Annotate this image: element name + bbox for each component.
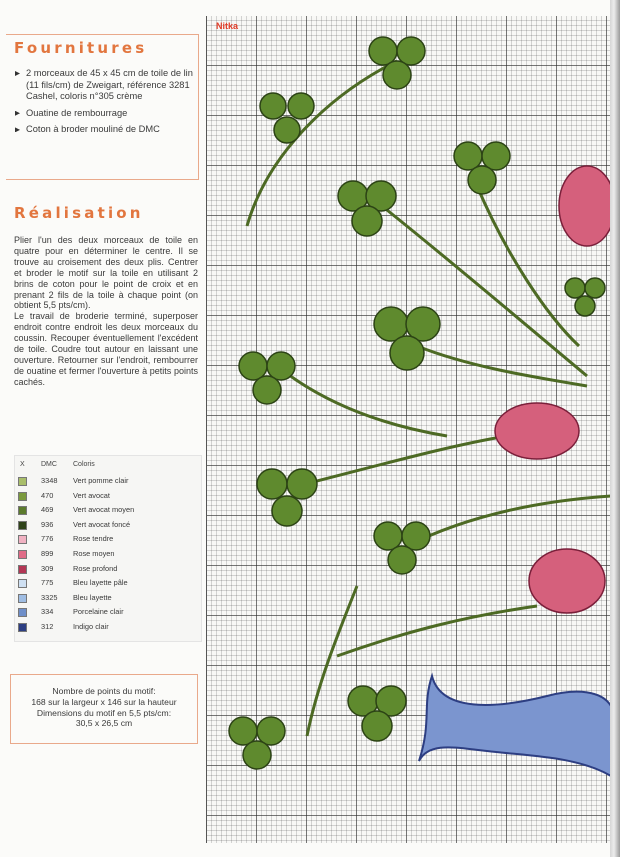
supplies-list [14,68,196,141]
dmc-code: 3348 [41,476,58,485]
color-swatch-icon [18,535,27,544]
color-swatch-icon [18,550,27,559]
legend-row [15,606,201,619]
legend-header-name: Coloris [73,461,95,468]
ribbon [419,676,611,776]
stats-line-3: Dimensions du motif en 5,5 pts/cm: [36,707,172,718]
color-name: Bleu layette [73,592,112,602]
clover-leaf [369,37,425,89]
legend-row [15,548,201,561]
color-swatch-icon [18,608,27,617]
supply-item-fabric: 2 morceaux de 45 x 45 cm de toile de lin (11 fils/cm) de Zweigart, référence 3281 Cashel, coloris n°305 crème [14,68,196,103]
clover-leaf [257,469,317,526]
legend-row [15,563,201,576]
legend-row [15,490,201,503]
stitch-count-box [10,674,198,744]
instructions-paragraph-1: Plier l'un des deux morceaux de toile en quatre pour en déterminer le centre. Il se trouve au croisement des deux plis. Centrer et broder le motif sur la toile en utilisant 2 brins de coton pour le point de croix et en prenant 2 fils de la toile à chaque point (on obtient 5,5 pts/cm). [14,235,198,311]
instructions-paragraph-2: Le travail de broderie terminé, superposer endroit contre endroit les deux morceaux du coussin. Recouper éventuellement l'excédent de toile. Coudre tout autour en laissant une ouverture. Retourner sur l'endroit, rembourrer de ouatine et fermer l'ouverture à petits points cachés. [14,311,198,387]
clover-leaf [374,522,430,574]
legend-row [15,592,201,605]
color-swatch-icon [18,492,27,501]
stats-line-2: 168 sur la largeur x 146 sur la hauteur [31,696,177,707]
clover-stem [417,346,587,386]
clover-flower [495,403,579,459]
legend-row [15,504,201,517]
clover-leaf [454,142,510,194]
clover-leaf [565,278,605,316]
color-name: Vert avocat moyen [73,505,135,515]
color-name: Vert avocat foncé [73,519,131,529]
clover-leaf [239,352,295,404]
clover-leaf [229,717,285,769]
instructions-panel [0,0,205,857]
color-name: Vert avocat [73,490,110,500]
clover-stem [297,436,507,486]
dmc-code: 312 [41,622,54,631]
dmc-code: 936 [41,519,54,529]
color-legend [14,455,202,642]
chart-motif [207,16,611,843]
clover-leaf [374,307,440,370]
legend-row [15,577,201,590]
dmc-code: 775 [41,578,54,588]
clover-leaf [348,686,406,741]
color-swatch-icon [18,623,27,632]
dmc-code: 309 [41,563,54,573]
watermark: Nitka [216,21,239,31]
clover-leaf [260,93,314,143]
stats-line-4: 30,5 x 26,5 cm [75,718,133,729]
color-name: Rose profond [73,563,118,573]
stats-line-1: Nombre de points du motif: [52,686,156,696]
legend-row [15,519,201,532]
dmc-code: 3325 [41,592,58,602]
dmc-code: 776 [41,534,54,544]
clover-stem [307,586,357,736]
clover-leaf [338,181,396,236]
page-fold-edge [610,0,620,857]
legend-row [15,475,201,488]
color-swatch-icon [18,579,27,588]
supply-item-thread: Coton à broder mouliné de DMC [14,124,196,136]
supply-item-batting: Ouatine de rembourrage [14,108,196,120]
clover-stem [337,606,537,656]
legend-row [15,533,201,546]
color-name: Vert pomme clair [73,476,129,485]
legend-row [15,621,201,634]
dmc-code: 334 [41,607,54,617]
legend-header-symbol: X [20,461,25,468]
color-swatch-icon [18,565,27,574]
color-name: Rose tendre [73,534,114,544]
clover-stem [407,496,611,546]
clover-flower [529,549,605,613]
color-swatch-icon [18,477,27,486]
color-swatch-icon [18,506,27,515]
legend-header-dmc: DMC [41,461,57,468]
dmc-code: 469 [41,505,54,515]
color-name: Rose moyen [73,549,115,558]
dmc-code: 899 [41,549,54,558]
supplies-title: Fournitures [14,39,148,57]
instructions-text [14,235,198,388]
color-name: Bleu layette pâle [73,578,128,588]
color-swatch-icon [18,521,27,530]
dmc-code: 470 [41,490,54,500]
instructions-title: Réalisation [14,204,144,222]
color-swatch-icon [18,594,27,603]
color-name: Porcelaine clair [73,607,124,617]
color-name: Indigo clair [73,622,109,631]
cross-stitch-chart [206,16,611,843]
clover-flower [559,166,611,246]
clover-stem [277,366,447,436]
